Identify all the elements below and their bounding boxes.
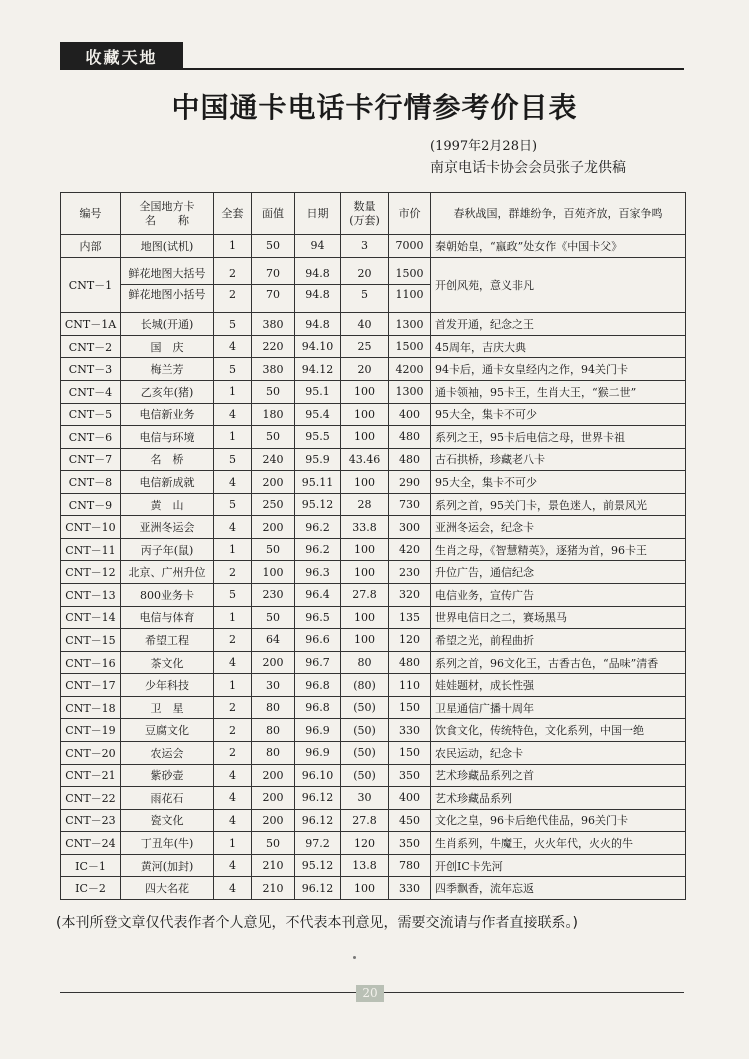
table-row — [61, 832, 686, 855]
card-code: CNT－19 — [61, 719, 121, 742]
card-name: 北京、广州升位 — [121, 561, 214, 584]
card-code: CNT－11 — [61, 538, 121, 561]
market-price: 450 — [389, 809, 431, 832]
quantity: 100 — [341, 629, 389, 652]
table-row — [61, 629, 686, 652]
issue-date: 95.9 — [295, 448, 341, 471]
market-price: 150 — [389, 696, 431, 719]
face-value: 230 — [252, 584, 295, 607]
face-value: 50 — [252, 538, 295, 561]
header-quantity — [341, 193, 389, 235]
card-name-cell — [121, 257, 214, 313]
card-note: 希望之光，前程曲折 — [431, 629, 686, 652]
issue-date: 97.2 — [295, 832, 341, 855]
issue-date: 95.1 — [295, 380, 341, 403]
table-row — [61, 471, 686, 494]
quantity: 27.8 — [341, 584, 389, 607]
market-price: 400 — [389, 787, 431, 810]
market-price: 480 — [389, 651, 431, 674]
card-code: CNT－1 — [61, 257, 121, 313]
quantity: (50) — [341, 696, 389, 719]
quantity: 100 — [341, 606, 389, 629]
issue-date: 95.11 — [295, 471, 341, 494]
issue-date: 96.2 — [295, 538, 341, 561]
card-code: IC－1 — [61, 854, 121, 877]
card-code: CNT－24 — [61, 832, 121, 855]
table-row — [61, 380, 686, 403]
quantity-cell — [341, 257, 389, 313]
table-row — [61, 561, 686, 584]
issue-date: 96.8 — [295, 696, 341, 719]
issue-date: 96.2 — [295, 516, 341, 539]
table-row — [61, 235, 686, 258]
set-count: 5 — [214, 448, 252, 471]
set-count: 5 — [214, 313, 252, 336]
header-price: 市价 — [389, 193, 431, 235]
card-note: 艺术珍藏品系列之首 — [431, 764, 686, 787]
card-code: CNT－21 — [61, 764, 121, 787]
card-note: 农民运动，纪念卡 — [431, 741, 686, 764]
issue-date: 96.10 — [295, 764, 341, 787]
card-note: 开创风苑，意义非凡 — [431, 257, 686, 313]
quantity: 100 — [341, 877, 389, 900]
quantity: 100 — [341, 380, 389, 403]
market-price-cell — [389, 257, 431, 313]
market-price: 320 — [389, 584, 431, 607]
card-code: CNT－7 — [61, 448, 121, 471]
face-value: 200 — [252, 809, 295, 832]
face-value: 30 — [252, 674, 295, 697]
page-title: 中国通卡电话卡行情参考价目表 — [171, 91, 578, 124]
card-code: CNT－15 — [61, 629, 121, 652]
card-name: 乙亥年(猪) — [121, 380, 214, 403]
quantity: 5 — [341, 284, 388, 305]
set-count: 1 — [214, 380, 252, 403]
header-sets: 全套 — [214, 193, 252, 235]
card-name: 800业务卡 — [121, 584, 214, 607]
top-rule — [60, 68, 684, 70]
card-note: 文化之皇，96卡后绝代佳品，96关门卡 — [431, 809, 686, 832]
card-note: 首发开通，纪念之王 — [431, 313, 686, 336]
card-note: 电信业务，宣传广告 — [431, 584, 686, 607]
card-name: 电信与环境 — [121, 426, 214, 449]
quantity: 100 — [341, 426, 389, 449]
market-price: 4200 — [389, 358, 431, 381]
price-table — [60, 192, 686, 900]
card-name: 鲜花地图小括号 — [121, 284, 213, 305]
card-code: CNT－8 — [61, 471, 121, 494]
quantity: 28 — [341, 493, 389, 516]
market-price: 150 — [389, 741, 431, 764]
table-row — [61, 877, 686, 900]
table-row — [61, 606, 686, 629]
issue-date: 95.4 — [295, 403, 341, 426]
quantity: 20 — [357, 267, 372, 281]
card-note: 系列之首，95关门卡，景色迷人，前景风光 — [431, 493, 686, 516]
issue-date: 94 — [295, 235, 341, 258]
set-count: 5 — [214, 493, 252, 516]
card-name: 地图(试机) — [121, 235, 214, 258]
table-row — [61, 493, 686, 516]
card-name: 电信与体育 — [121, 606, 214, 629]
card-note: 娃娃题材，成长性强 — [431, 674, 686, 697]
issue-date: 96.8 — [295, 674, 341, 697]
market-price: 300 — [389, 516, 431, 539]
face-value: 240 — [252, 448, 295, 471]
issue-date: 94.10 — [295, 335, 341, 358]
set-count: 1 — [214, 832, 252, 855]
face-value: 80 — [252, 696, 295, 719]
face-value: 50 — [252, 606, 295, 629]
card-name: 黄 山 — [121, 493, 214, 516]
card-note: 系列之王，95卡后电信之母，世界卡祖 — [431, 426, 686, 449]
table-row — [61, 787, 686, 810]
issue-date: 96.5 — [295, 606, 341, 629]
card-code: IC－2 — [61, 877, 121, 900]
card-name: 电信新成就 — [121, 471, 214, 494]
face-value: 50 — [252, 832, 295, 855]
card-code: CNT－18 — [61, 696, 121, 719]
issue-date: 95.12 — [295, 854, 341, 877]
set-count: 4 — [214, 854, 252, 877]
issue-date: 94.8 — [305, 267, 330, 281]
issue-date: 96.3 — [295, 561, 341, 584]
card-note: 四季飘香，流年忘返 — [431, 877, 686, 900]
quantity: 13.8 — [341, 854, 389, 877]
card-code: CNT－1A — [61, 313, 121, 336]
quantity: 30 — [341, 787, 389, 810]
issue-date: 95.5 — [295, 426, 341, 449]
table-row — [61, 257, 686, 313]
card-code: CNT－12 — [61, 561, 121, 584]
card-name: 鲜花地图大括号 — [128, 267, 206, 281]
set-count: 2 — [214, 561, 252, 584]
market-price: 780 — [389, 854, 431, 877]
card-name: 丁丑年(牛) — [121, 832, 214, 855]
set-count-cell — [214, 257, 252, 313]
card-note: 艺术珍藏品系列 — [431, 787, 686, 810]
card-note: 系列之首，96文化王，古香古色，“品味”清香 — [431, 651, 686, 674]
table-row — [61, 584, 686, 607]
header-date: 日期 — [295, 193, 341, 235]
issue-date: 94.8 — [295, 284, 340, 305]
card-name: 亚洲冬运会 — [121, 516, 214, 539]
card-name: 四大名花 — [121, 877, 214, 900]
quantity: 33.8 — [341, 516, 389, 539]
market-price: 350 — [389, 832, 431, 855]
quantity: 100 — [341, 561, 389, 584]
table-row — [61, 403, 686, 426]
face-value: 180 — [252, 403, 295, 426]
card-name: 茶文化 — [121, 651, 214, 674]
set-count: 1 — [214, 606, 252, 629]
header-quantity-line1: 数量 — [353, 199, 376, 213]
set-count: 2 — [214, 719, 252, 742]
issue-date: 96.4 — [295, 584, 341, 607]
card-note: 亚洲冬运会，纪念卡 — [431, 516, 686, 539]
market-price: 1300 — [389, 380, 431, 403]
quantity: 100 — [341, 403, 389, 426]
issue-date: 96.12 — [295, 877, 341, 900]
face-value: 100 — [252, 561, 295, 584]
card-code: CNT－20 — [61, 741, 121, 764]
header-face-value: 面值 — [252, 193, 295, 235]
market-price: 400 — [389, 403, 431, 426]
quantity: (50) — [341, 764, 389, 787]
card-name: 瓷文化 — [121, 809, 214, 832]
header-name — [121, 193, 214, 235]
issue-date: 94.8 — [295, 313, 341, 336]
table-row — [61, 358, 686, 381]
quantity: 27.8 — [341, 809, 389, 832]
issue-date-cell — [295, 257, 341, 313]
card-name: 长城(开通) — [121, 313, 214, 336]
set-count: 2 — [214, 741, 252, 764]
card-name: 豆腐文化 — [121, 719, 214, 742]
market-price: 7000 — [389, 235, 431, 258]
contributor-line: 南京电话卡协会会员张子龙供稿 — [430, 160, 626, 176]
set-count: 4 — [214, 335, 252, 358]
card-code: CNT－6 — [61, 426, 121, 449]
card-note: 饮食文化，传统特色，文化系列，中国一绝 — [431, 719, 686, 742]
table-row — [61, 426, 686, 449]
table-row — [61, 741, 686, 764]
quantity: 120 — [341, 832, 389, 855]
quantity: (80) — [341, 674, 389, 697]
card-note: 秦朝始皇，“嬴政”处女作《中国卡父》 — [431, 235, 686, 258]
set-count: 4 — [214, 403, 252, 426]
table-row — [61, 538, 686, 561]
quantity: 40 — [341, 313, 389, 336]
quantity: (50) — [341, 741, 389, 764]
table-row — [61, 651, 686, 674]
speck — [353, 956, 356, 959]
face-value: 380 — [252, 358, 295, 381]
market-price: 480 — [389, 426, 431, 449]
table-row — [61, 313, 686, 336]
card-name: 梅兰芳 — [121, 358, 214, 381]
issue-date: 96.6 — [295, 629, 341, 652]
market-price: 1500 — [395, 267, 424, 281]
table-row — [61, 809, 686, 832]
market-price: 730 — [389, 493, 431, 516]
market-price: 135 — [389, 606, 431, 629]
set-count: 1 — [214, 235, 252, 258]
header-name-line2: 名 称 — [145, 213, 189, 227]
market-price: 480 — [389, 448, 431, 471]
issue-date: 96.12 — [295, 809, 341, 832]
page-number: 20 — [356, 985, 384, 1002]
face-value-cell — [252, 257, 295, 313]
card-name: 雨花石 — [121, 787, 214, 810]
market-price: 1300 — [389, 313, 431, 336]
card-name: 少年科技 — [121, 674, 214, 697]
set-count: 4 — [214, 809, 252, 832]
card-name: 名 桥 — [121, 448, 214, 471]
set-count: 5 — [214, 584, 252, 607]
card-code: CNT－5 — [61, 403, 121, 426]
card-note: 95大全，集卡不可少 — [431, 471, 686, 494]
card-code: CNT－22 — [61, 787, 121, 810]
market-price: 420 — [389, 538, 431, 561]
card-note: 94卡后，通卡女皇经内之作，94关门卡 — [431, 358, 686, 381]
card-name: 黄河(加封) — [121, 854, 214, 877]
face-value: 220 — [252, 335, 295, 358]
card-name: 电信新业务 — [121, 403, 214, 426]
quantity: 25 — [341, 335, 389, 358]
face-value: 210 — [252, 877, 295, 900]
quantity: (50) — [341, 719, 389, 742]
card-code: CNT－16 — [61, 651, 121, 674]
set-count: 4 — [214, 877, 252, 900]
card-note: 开创IC卡先河 — [431, 854, 686, 877]
set-count: 2 — [214, 696, 252, 719]
face-value: 380 — [252, 313, 295, 336]
market-price: 110 — [389, 674, 431, 697]
face-value: 70 — [266, 267, 280, 281]
card-name: 紫砂壶 — [121, 764, 214, 787]
set-count: 4 — [214, 787, 252, 810]
set-count: 5 — [214, 358, 252, 381]
face-value: 200 — [252, 787, 295, 810]
card-note: 45周年，吉庆大典 — [431, 335, 686, 358]
market-price: 120 — [389, 629, 431, 652]
table-row — [61, 719, 686, 742]
issue-date: 94.12 — [295, 358, 341, 381]
header-row — [61, 193, 686, 235]
table-row — [61, 448, 686, 471]
set-count: 1 — [214, 426, 252, 449]
face-value: 50 — [252, 426, 295, 449]
set-count: 1 — [214, 538, 252, 561]
issue-date: 96.12 — [295, 787, 341, 810]
date-line: (1997年2月28日) — [430, 139, 538, 154]
card-code: 内部 — [61, 235, 121, 258]
card-note: 生肖之母，《智慧精英》，逐猪为首，96卡王 — [431, 538, 686, 561]
card-note: 生肖系列，牛魔王，火火年代，火火的牛 — [431, 832, 686, 855]
market-price: 1500 — [389, 335, 431, 358]
header-note: 春秋战国，群雄纷争，百苑齐放，百家争鸣 — [431, 193, 686, 235]
card-note: 古石拱桥，珍藏老八卡 — [431, 448, 686, 471]
card-name: 卫 星 — [121, 696, 214, 719]
face-value: 200 — [252, 764, 295, 787]
card-name: 国 庆 — [121, 335, 214, 358]
market-price: 1100 — [389, 284, 430, 305]
face-value: 50 — [252, 235, 295, 258]
market-price: 290 — [389, 471, 431, 494]
quantity: 80 — [341, 651, 389, 674]
set-count: 2 — [214, 629, 252, 652]
card-code: CNT－23 — [61, 809, 121, 832]
card-name: 丙子年(鼠) — [121, 538, 214, 561]
issue-date: 96.9 — [295, 719, 341, 742]
set-count: 4 — [214, 516, 252, 539]
section-tag: 收藏天地 — [60, 42, 183, 70]
set-count: 4 — [214, 651, 252, 674]
face-value: 50 — [252, 380, 295, 403]
issue-date: 95.12 — [295, 493, 341, 516]
face-value: 80 — [252, 741, 295, 764]
quantity: 20 — [341, 358, 389, 381]
card-code: CNT－4 — [61, 380, 121, 403]
face-value: 200 — [252, 471, 295, 494]
market-price: 330 — [389, 877, 431, 900]
face-value: 80 — [252, 719, 295, 742]
table-row — [61, 674, 686, 697]
header-code: 编号 — [61, 193, 121, 235]
set-count: 2 — [229, 267, 236, 281]
issue-date: 96.7 — [295, 651, 341, 674]
card-code: CNT－13 — [61, 584, 121, 607]
face-value: 200 — [252, 516, 295, 539]
card-code: CNT－2 — [61, 335, 121, 358]
table-row — [61, 764, 686, 787]
card-note: 升位广告，通信纪念 — [431, 561, 686, 584]
card-name: 农运会 — [121, 741, 214, 764]
face-value: 64 — [252, 629, 295, 652]
market-price: 330 — [389, 719, 431, 742]
quantity: 3 — [341, 235, 389, 258]
header-quantity-line2: (万套) — [349, 213, 380, 227]
quantity: 100 — [341, 538, 389, 561]
card-code: CNT－17 — [61, 674, 121, 697]
set-count: 2 — [214, 284, 251, 305]
card-code: CNT－3 — [61, 358, 121, 381]
card-note: 卫星通信广播十周年 — [431, 696, 686, 719]
table-row — [61, 696, 686, 719]
face-value: 210 — [252, 854, 295, 877]
card-name: 希望工程 — [121, 629, 214, 652]
quantity: 43.46 — [341, 448, 389, 471]
table-row — [61, 516, 686, 539]
header-name-line1: 全国地方卡 — [139, 199, 195, 213]
card-code: CNT－10 — [61, 516, 121, 539]
card-note: 通卡领袖，95卡王，生肖大王，“猴二世” — [431, 380, 686, 403]
face-value: 70 — [252, 284, 294, 305]
face-value: 250 — [252, 493, 295, 516]
table-row — [61, 854, 686, 877]
set-count: 1 — [214, 674, 252, 697]
face-value: 200 — [252, 651, 295, 674]
table-row — [61, 335, 686, 358]
set-count: 4 — [214, 764, 252, 787]
card-code: CNT－14 — [61, 606, 121, 629]
set-count: 4 — [214, 471, 252, 494]
market-price: 230 — [389, 561, 431, 584]
quantity: 100 — [341, 471, 389, 494]
issue-date: 96.9 — [295, 741, 341, 764]
footnote: (本刊所登文章仅代表作者个人意见，不代表本刊意见，需要交流请与作者直接联系。) — [56, 915, 578, 931]
card-note: 95大全，集卡不可少 — [431, 403, 686, 426]
card-note: 世界电信日之二，赛场黑马 — [431, 606, 686, 629]
card-code: CNT－9 — [61, 493, 121, 516]
market-price: 350 — [389, 764, 431, 787]
